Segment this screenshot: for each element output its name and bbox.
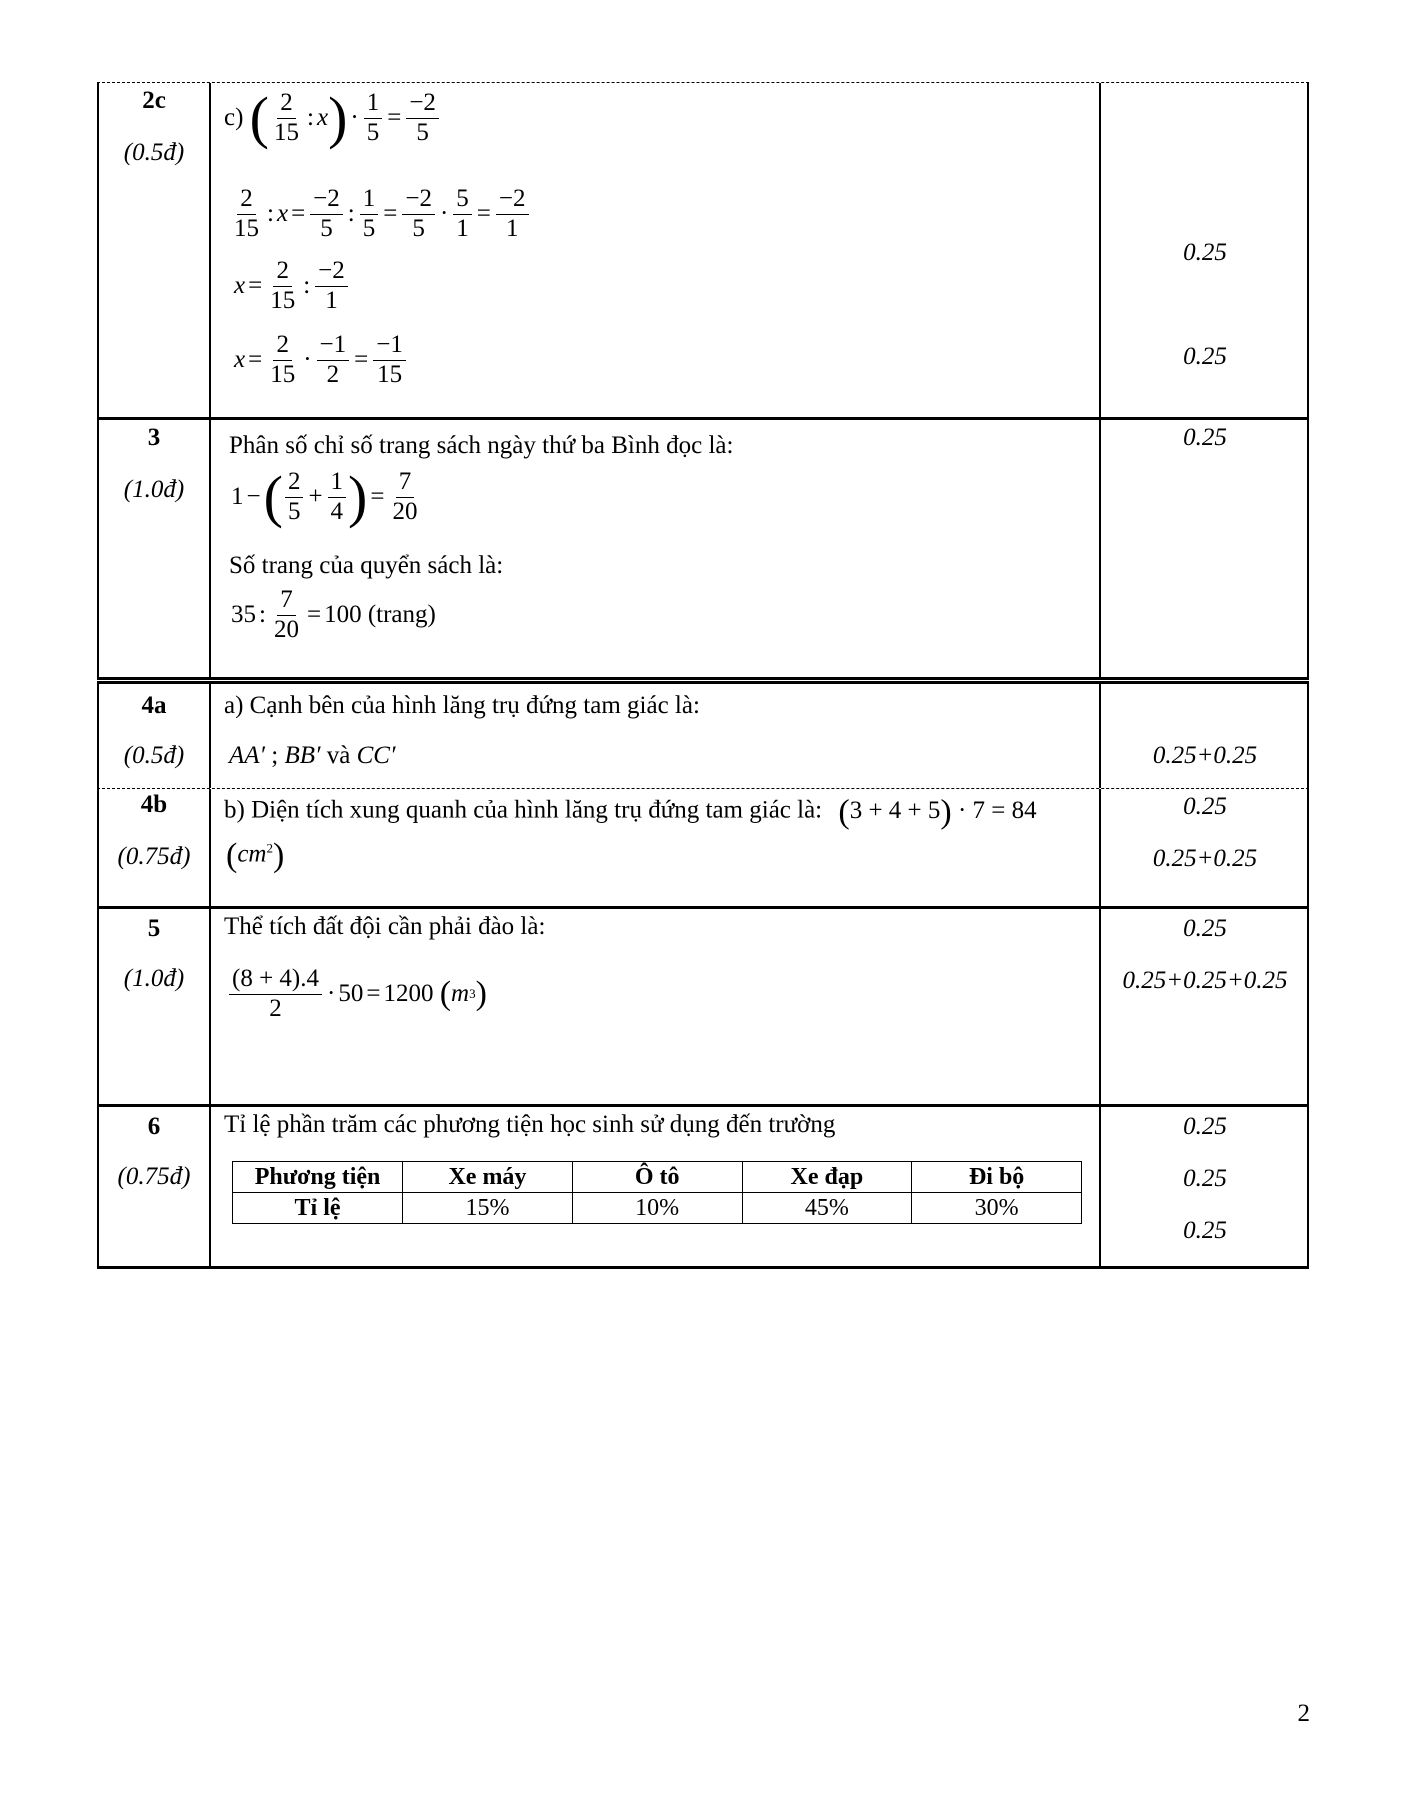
question-number: 4a — [141, 692, 167, 719]
score: 0.25 — [1183, 239, 1227, 266]
table-cell: 15% — [403, 1193, 573, 1224]
table-header-cell: Đi bộ — [912, 1162, 1082, 1193]
table-cell: Tỉ lệ — [233, 1193, 403, 1224]
transport-percentage-table — [232, 1161, 1082, 1224]
solution-text: b) Diện tích xung quanh của hình lăng trụ đứng tam giác là: (3 + 4 + 5) · 7 = 84 — [224, 793, 1037, 830]
solution-text: a) Cạnh bên của hình lăng trụ đứng tam giác là: — [224, 692, 700, 719]
answer-row-4b — [97, 789, 1309, 909]
question-number: 3 — [147, 424, 161, 451]
table-header-cell: Phương tiện — [233, 1162, 403, 1193]
question-points: (1.0đ) — [123, 476, 185, 503]
question-number: 6 — [147, 1113, 161, 1140]
solution-label: b) Diện tích xung quanh của hình lăng trụ đứng tam giác là: — [224, 796, 823, 824]
score: 0.25 — [1183, 793, 1227, 820]
question-points: (0.75đ) — [117, 843, 191, 870]
unit-label: cm — [237, 840, 267, 868]
solution-text: Tỉ lệ phần trăm các phương tiện học sinh sử dụng đến trường — [224, 1111, 836, 1138]
score: 0.25 — [1183, 424, 1227, 451]
question-points: (1.0đ) — [123, 965, 185, 992]
equation-given: c) ( $\frac{2}{15}$ : x ) · $\frac{1}{5}$ = $\frac{-2}{5}$ — [224, 89, 441, 148]
score: 0.25+0.25 — [1152, 845, 1258, 872]
equation-volume: $\frac{(8 + 4).4}{2}$ · 50 = 1200 ( m 3 ) — [227, 965, 487, 1024]
equation-step-2: x = $\frac{2}{15}$ : $\frac{-2}{1}$ — [234, 257, 350, 316]
score: 0.25 — [1183, 1165, 1227, 1192]
question-points: (0.5đ) — [123, 139, 185, 166]
question-points: (0.5đ) — [123, 742, 185, 769]
score: 0.25 — [1183, 343, 1227, 370]
table-cell: 45% — [742, 1193, 912, 1224]
equation-step-1: $\frac{2}{15}$ : x = $\frac{-2}{5}$ : $\frac{1}{5}$ = $\frac{-2}{5}$ · $\frac{5}{1}$ = $\frac{-2}{1}$ — [229, 185, 531, 244]
area-unit: $(cm^2)$ — [226, 837, 285, 874]
equation-fraction: 1 − ( $\frac{2}{5}$ + $\frac{1}{4}$ ) = $\frac{7}{20}$ — [231, 464, 418, 530]
lateral-edges: AA′ ; BB′ và CC′ — [229, 742, 396, 769]
table-header-cell: Xe máy — [403, 1162, 573, 1193]
unit-label: (trang) — [367, 601, 436, 629]
score: 0.25+0.25 — [1152, 742, 1258, 769]
equation-pages: 35 : $\frac{7}{20}$ = 100 (trang) — [231, 586, 436, 643]
equation-step-3: x = $\frac{2}{15}$ · $\frac{-1}{2}$ = $\frac{-1}{15}$ — [234, 331, 408, 390]
solution-text: Phân số chỉ số trang sách ngày thứ ba Bình đọc là: — [229, 432, 734, 459]
score: 0.25+0.25+0.25 — [1122, 967, 1288, 994]
part-label: c) — [224, 104, 244, 132]
answer-row-5 — [97, 909, 1309, 1107]
question-number: 5 — [147, 915, 161, 942]
solution-text: Thể tích đất đội cần phải đào là: — [224, 913, 546, 940]
score: 0.25 — [1183, 1113, 1227, 1140]
table-header-cell: Ô tô — [572, 1162, 742, 1193]
question-points: (0.75đ) — [117, 1163, 191, 1190]
score: 0.25 — [1183, 915, 1227, 942]
table-cell: 10% — [572, 1193, 742, 1224]
answer-row-6 — [97, 1107, 1309, 1269]
score: 0.25 — [1183, 1217, 1227, 1244]
unit-label: m — [451, 980, 470, 1008]
table-cell: 30% — [912, 1193, 1082, 1224]
question-number: 2c — [142, 87, 166, 114]
solution-text: Số trang của quyển sách là: — [229, 552, 504, 579]
answer-row-2c — [97, 82, 1309, 420]
question-number: 4b — [140, 791, 168, 818]
answer-row-4a — [97, 681, 1309, 789]
conjunction: và — [326, 742, 351, 769]
answer-row-3 — [97, 420, 1309, 680]
page-number: 2 — [1297, 1700, 1310, 1727]
table-header-cell: Xe đạp — [742, 1162, 912, 1193]
table-row — [233, 1193, 1082, 1224]
table-header-row — [233, 1162, 1082, 1193]
